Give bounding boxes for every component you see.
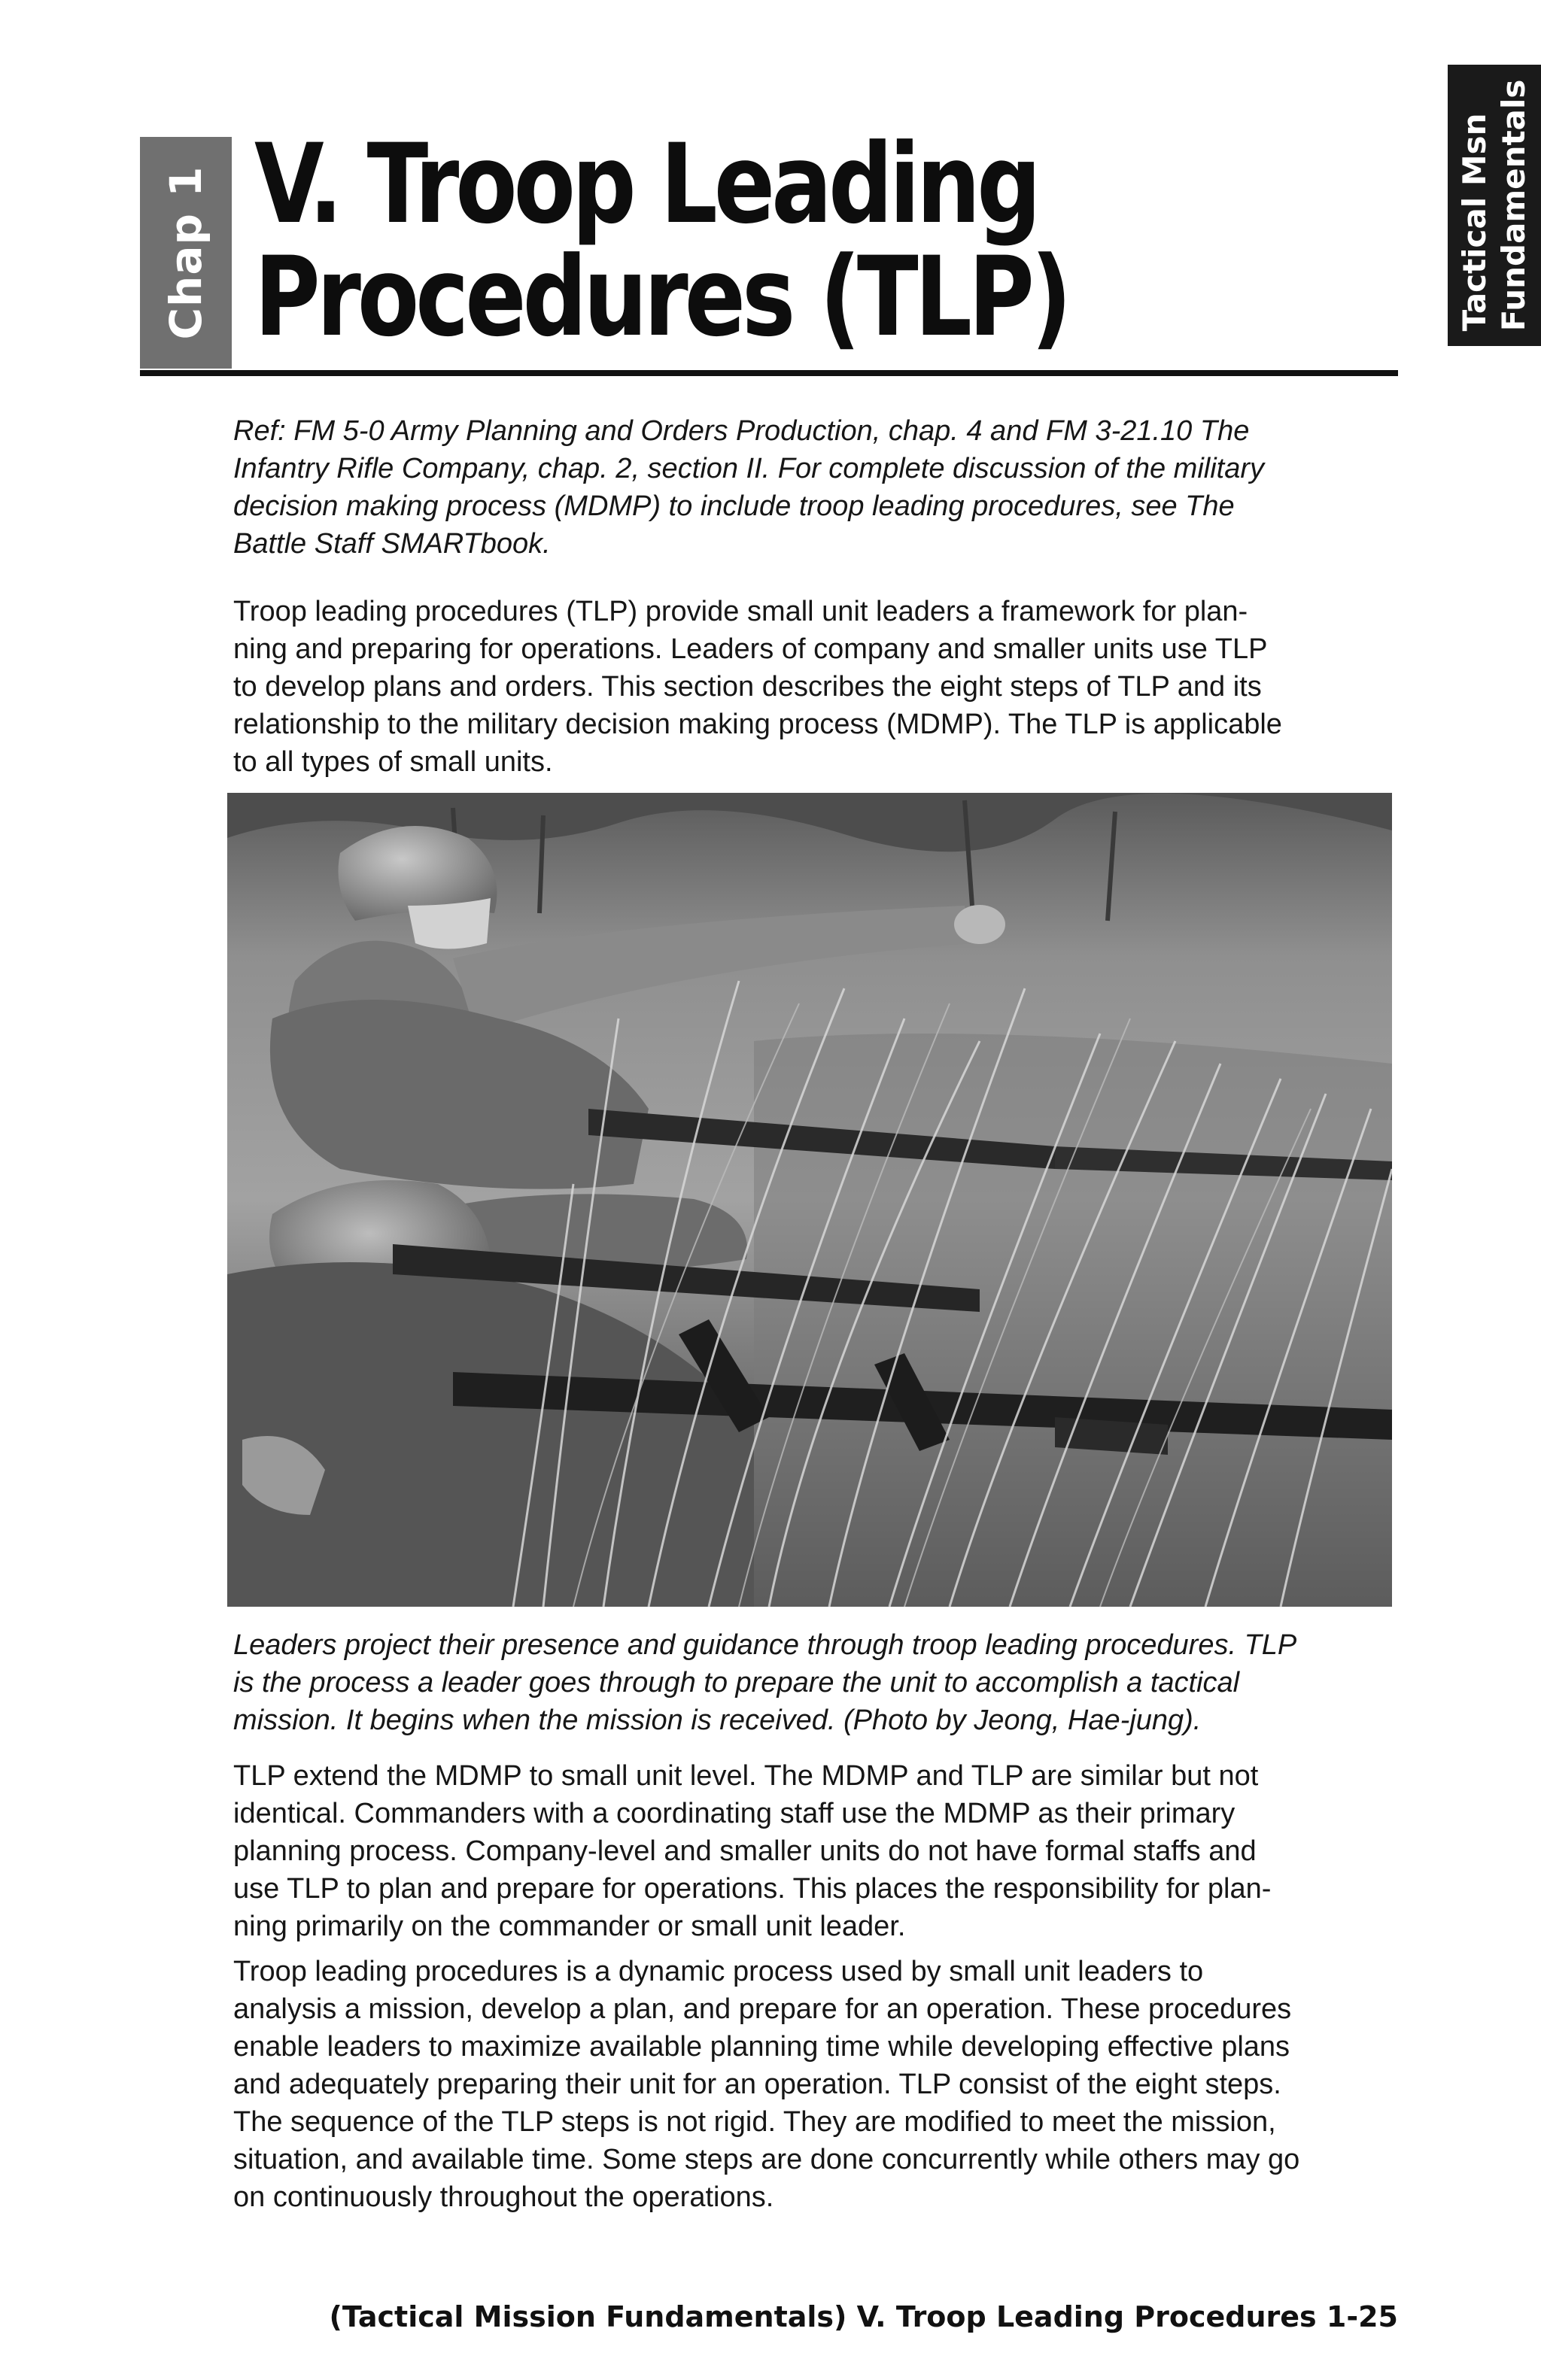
body-line: TLP extend the MDMP to small unit level. The MDMP and TLP are similar but not (233, 1760, 1259, 1792)
reference-line: Infantry Rifle Company, chap. 2, section II. For complete discussion of the military (233, 453, 1264, 484)
body-line: situation, and available time. Some steps are done concurrently while others may go (233, 2144, 1300, 2175)
body-line: ning primarily on the commander or small unit leader. (233, 1911, 906, 1942)
intro-line: Troop leading procedures (TLP) provide small unit leaders a framework for plan- (233, 596, 1248, 627)
intro-line: ning and preparing for operations. Leaders of company and smaller units use TLP (233, 633, 1268, 665)
side-tab-line-1: Tactical Msn (1456, 113, 1493, 332)
section-side-tab-text (1455, 80, 1533, 332)
caption-line: is the process a leader goes through to prepare the unit to accomplish a tactical (233, 1667, 1240, 1698)
title-line-2: Procedures (TLP) (254, 233, 1068, 361)
body-line: use TLP to plan and prepare for operations. This places the responsibility for plan- (233, 1873, 1272, 1905)
caption-line: mission. It begins when the mission is received. (Photo by Jeong, Hae-jung). (233, 1705, 1202, 1736)
reference-line: Battle Staff SMARTbook. (233, 528, 551, 560)
chapter-tab (140, 137, 232, 369)
caption-line: Leaders project their presence and guidance through troop leading procedures. TLP (233, 1629, 1297, 1661)
body-line: planning process. Company-level and smaller units do not have formal staffs and (233, 1835, 1257, 1867)
body-line: analysis a mission, develop a plan, and prepare for an operation. These procedures (233, 1993, 1292, 2025)
soldiers-photo-illustration (227, 793, 1392, 1607)
photo-caption (233, 1626, 1398, 1739)
side-tab-line-2: Fundamentals (1495, 79, 1532, 332)
reference-line: decision making process (MDMP) to include troop leading procedures, see The (233, 490, 1235, 522)
reference-note (233, 412, 1398, 563)
body-line: The sequence of the TLP steps is not rigid. They are modified to meet the mission, (233, 2106, 1276, 2138)
intro-line: to all types of small units. (233, 746, 553, 778)
title-divider (140, 370, 1398, 376)
reference-line: Ref: FM 5-0 Army Planning and Orders Production, chap. 4 and FM 3-21.10 The (233, 415, 1250, 447)
section-side-tab (1448, 65, 1541, 346)
body-line: and adequately preparing their unit for an operation. TLP consist of the eight steps. (233, 2069, 1281, 2100)
body-line: enable leaders to maximize available planning time while developing effective plans (233, 2031, 1290, 2063)
page-title (254, 120, 1068, 361)
intro-paragraph (233, 593, 1398, 781)
body-paragraph-1 (233, 1757, 1398, 1945)
body-line: on continuously throughout the operations. (233, 2181, 774, 2213)
body-text (233, 1757, 1398, 2216)
chapter-tab-label: Chap 1 (160, 165, 211, 340)
page-footer: (Tactical Mission Fundamentals) V. Troop Leading Procedures 1-25 (329, 2300, 1398, 2333)
intro-line: to develop plans and orders. This section describes the eight steps of TLP and its (233, 671, 1262, 703)
title-line-1: V. Troop Leading (254, 120, 1038, 248)
body-line: Troop leading procedures is a dynamic process used by small unit leaders to (233, 1956, 1204, 1987)
body-line: identical. Commanders with a coordinating staff use the MDMP as their primary (233, 1798, 1236, 1829)
intro-line: relationship to the military decision making process (MDMP). The TLP is applicable (233, 709, 1282, 740)
body-paragraph-2 (233, 1953, 1398, 2216)
soldiers-photo (227, 793, 1392, 1607)
